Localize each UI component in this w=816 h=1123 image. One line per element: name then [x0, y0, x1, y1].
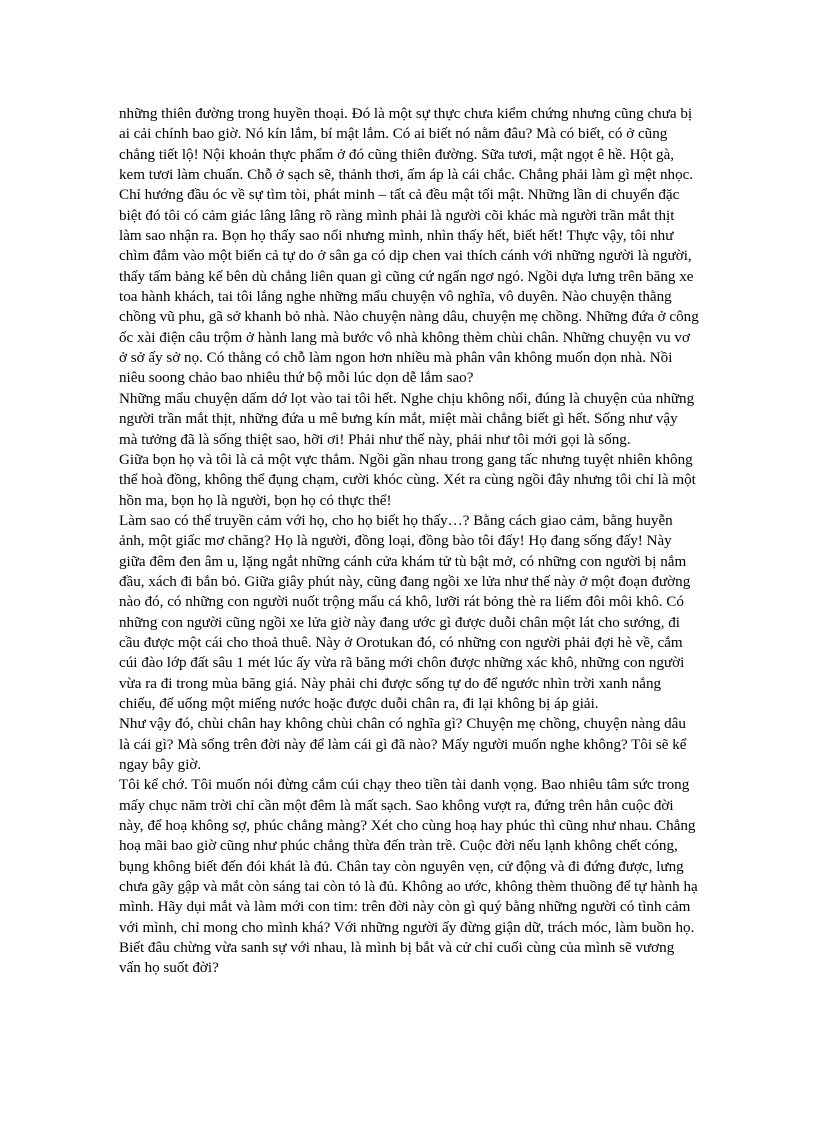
- paragraph-2: Những mẩu chuyện dấm dớ lọt vào tai tôi hết. Nghe chịu không nổi, đúng là chuyện của những người trần mắt thịt, những đứa u mê bưng kín mắt, miệt mài chẳng biết gì hết. Sống như vậy mà tưởng đã là sống thiệt sao, hỡi ơi! Phải như thế này, phải như tôi mới gọi là sống.: [119, 390, 695, 448]
- paragraph-6: Tôi kể chớ. Tôi muốn nói đừng cắm cúi chạy theo tiền tài danh vọng. Bao nhiêu tâm sức trong mấy chục năm trời chỉ cần một đêm là mất sạch. Sao không vượt ra, đứng trên hẳn cuộc đời này, để hoạ không sợ, phúc chẳng màng? Xét cho cùng hoạ hay phúc thì cũng như nhau. Chẳng hoạ mãi bao giờ cũng như phúc chẳng thừa đến tràn trề. Cuộc đời nếu lạnh không chết cóng, bụng không biết đến đói khát là đủ. Chân tay còn nguyên vẹn, cử động và đi đứng được, lưng chưa gãy gập và mắt còn sáng tai còn tỏ là đủ. Không ao ước, không thèm thuồng để tự hành hạ mình. Hãy dụi mắt và làm mới con tim: trên đời này còn gì quý bằng những người có tình cảm với mình, chỉ mong cho mình khá? Với những người ấy đừng giận dữ, trách móc, làm buồn họ. Biết đâu chừng vừa sanh sự với nhau, là mình bị bắt và cử chỉ cuối cùng của mình sẽ vương vấn họ suốt đời?: [119, 777, 698, 977]
- paragraph-1: những thiên đường trong huyền thoại. Đó là một sự thực chưa kiểm chứng nhưng cũng chưa bị ai cải chính bao giờ. Nó kín lắm, bí mật lắm. Có ai biết nó nằm đâu? Mà có biết, có ở cũng chẳng tiết lộ! Nội khoản thực phẩm ở đó cũng thiên đường. Sữa tươi, mật ngọt ê hề. Hột gà, kem tươi làm chuẩn. Chỗ ở sạch sẽ, thảnh thơi, ấm áp là cái chắc. Chẳng phải làm gì mệt nhọc. Chỉ hướng đầu óc về sự tìm tòi, phát minh – tất cả đều mật tối mật. Những lần di chuyển đặc biệt đó tôi có cảm giác lâng lâng rõ ràng mình phải là người cõi khác mà người trần mắt thịt làm sao nhận ra. Bọn họ thấy sao nổi nhưng mình, nhìn thấy hết, biết hết! Thực vậy, tôi như chìm đắm vào một biển cả tự do ở sân ga có dịp chen vai thích cánh với những người là người, thấy tấm bảng kế bên dù chẳng liên quan gì cũng cứ ngẩn ngơ ngó. Ngồi dựa lưng trên băng xe toa hành khách, tai tôi lắng nghe những mẩu chuyện vô nghĩa, vô duyên. Nào chuyện thằng chồng vũ phu, gã sở khanh bỏ nhà. Nào chuyện nàng dâu, chuyện mẹ chồng. Những đứa ở công ốc xài điện câu trộm ở hành lang mà bước vô nhà không thèm chùi chân. Những chuyện vu vơ ở sở ấy sở nọ. Có thằng có chỗ làm ngon hơn nhiều mà phân vân không muốn dọn nhà. Nồi niêu soong chảo bao nhiêu thứ bộ mỗi lúc dọn dễ lắm sao?: [119, 106, 699, 387]
- paragraph-4: Làm sao có thể truyền cảm với họ, cho họ biết họ thấy…? Bằng cách giao cảm, bằng huyễn ảnh, một giấc mơ chăng? Họ là người, đồng loại, đồng bào tôi đấy! Họ đang sống đấy! Này giữa đêm đen âm u, lặng ngắt những cánh cửa khám tử tù bật mở, có những con người bị nắm đầu, xách đi bắn bỏ. Giữa giây phút này, cũng đang ngồi xe lửa như thế này ở một đoạn đường nào đó, có những con người nuốt trộng mẩu cá khô, lưỡi rát bỏng thè ra liếm đôi môi khô. Có những con người cũng ngồi xe lửa giờ này đang ước gì được duỗi chân một lát cho sướng, đi cầu được một cái cho thoả thuê. Này ở Orotukan đó, có những con người phải đợi hè về, cắm cúi đào lớp đất sâu 1 mét lúc ấy vừa rã băng mới chôn được những xác khô, những con người vừa ra đi trong mùa băng giá. Này phải chi được sống tự do để ngước nhìn trời xanh nắng chiếu, để uống một miếng nước hoặc được duỗi chân ra, đi lại không bị áp giải.: [119, 512, 691, 712]
- paragraph-5: Như vậy đó, chùi chân hay không chùi chân có nghĩa gì? Chuyện mẹ chồng, chuyện nàng dâu là cái gì? Mà sống trên đời này để làm cái gì đã nào? Mấy người muốn nghe không? Tôi sẽ kể ngay bây giờ.: [119, 716, 687, 773]
- paragraph-3: Giữa bọn họ và tôi là cả một vực thẳm. Ngồi gần nhau trong gang tấc nhưng tuyệt nhiên không thể hoà đồng, không thể đụng chạm, cười khóc cùng. Xét ra cùng ngồi đây nhưng tôi chỉ là một hồn ma, bọn họ là người, bọn họ có thực thể!: [119, 451, 696, 509]
- document-body: [119, 104, 699, 979]
